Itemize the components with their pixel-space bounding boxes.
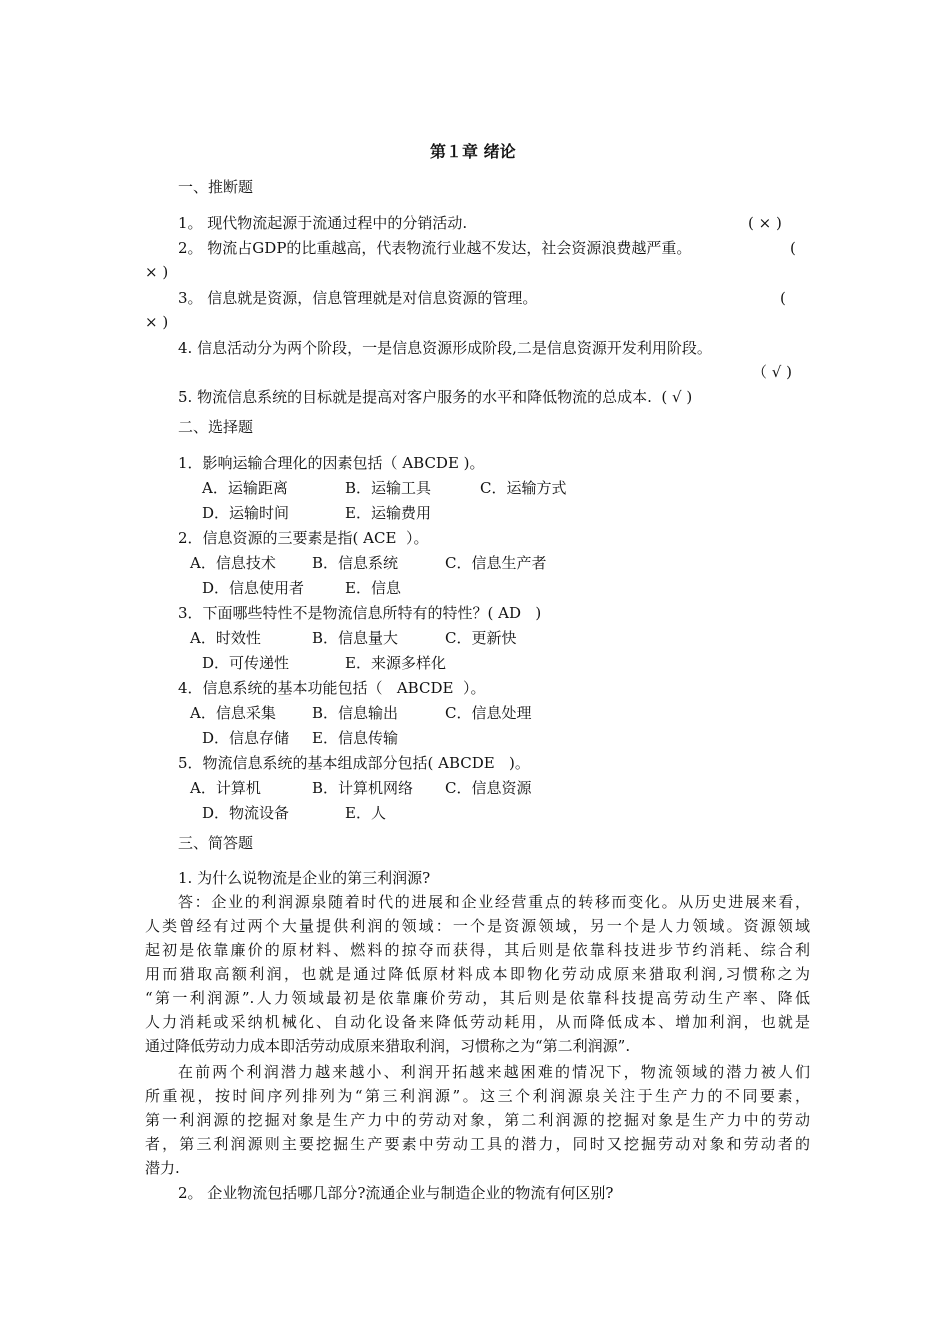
judgement-q4-answer: （ √ ) [752,363,792,381]
choice-q5-stem: 5．物流信息系统的基本组成部分包括( ABCDE )。 [178,754,530,772]
choice-q1-option-b: B．运输工具 [345,479,432,497]
choice-q1-stem: 1．影响运输合理化的因素包括（ ABCDE )。 [178,454,485,472]
answer-paragraph1-line3: 起初是依靠廉价的原材料、燃料的掠夺而获得，其后则是依靠科技进步节约消耗、综合利 [145,941,810,959]
choice-q4-option-e: E．信息传输 [312,729,398,747]
answer-paragraph2-line1: 在前两个利润潜力越来越小、利润开拓越来越困难的情况下，物流领域的潜力被人们 [178,1063,810,1081]
choice-q4-stem: 4．信息系统的基本功能包括（ ABCDE ）。 [178,679,486,697]
choice-q5-option-c: C．信息资源 [445,779,532,797]
choice-q2-option-d: D．信息使用者 [202,579,305,597]
judgement-q3-answer: × ) [145,313,169,331]
choice-q2-option-a: A．信息技术 [190,554,276,572]
choice-q5-option-a: A．计算机 [190,779,261,797]
choice-q3-option-c: C．更新快 [445,629,517,647]
section-heading-short-answer: 三、简答题 [178,834,254,852]
answer-paragraph2-line2: 所重视，按时间序列排列为“第三利润源”。这三个利润源泉关注于生产力的不同要素， [145,1087,810,1105]
answer-paragraph1-line2: 人类曾经有过两个大量提供利润的领域：一个是资源领域，另一个是人力领域。资源领域 [145,917,810,935]
judgement-q5: 5. 物流信息系统的目标就是提高对客户服务的水平和降低物流的总成本. ( √ ) [178,388,693,406]
choice-q2-stem: 2．信息资源的三要素是指( ACE ）。 [178,529,429,547]
choice-q3-option-b: B．信息量大 [312,629,399,647]
answer-paragraph2-line4: 者，第三利润源则主要挖掘生产要素中劳动工具的潜力，同时又挖掘劳动对象和劳动者的 [145,1135,810,1153]
judgement-q3: 3。 信息就是资源，信息管理就是对信息资源的管理。 [178,289,538,307]
section-heading-judgement: 一、推断题 [178,178,254,196]
answer-paragraph1-line6: 人力消耗或采纳机械化、自动化设备来降低劳动耗用，从而降低成本、增加利润，也就是 [145,1013,810,1031]
choice-q4-option-c: C．信息处理 [445,704,532,722]
short-answer-q2: 2。 企业物流包括哪几部分?流通企业与制造企业的物流有何区别? [178,1184,614,1202]
choice-q4-option-a: A．信息采集 [190,704,276,722]
choice-q4-option-b: B．信息输出 [312,704,399,722]
choice-q1-option-c: C．运输方式 [480,479,567,497]
choice-q2-option-c: C．信息生产者 [445,554,547,572]
answer-paragraph1-line5: “第一利润源”.人力领域最初是依靠廉价劳动，其后则是依靠科技提高劳动生产率、降低 [145,989,810,1007]
answer-paragraph1-line4: 用而猎取高额利润，也就是通过降低原材料成本即物化劳动成原来猎取利润,习惯称之为 [145,965,810,983]
choice-q5-option-e: E．人 [345,804,386,822]
choice-q2-option-e: E．信息 [345,579,401,597]
judgement-q2-answer: × ) [145,263,169,281]
choice-q1-option-a: A．运输距离 [202,479,288,497]
judgement-q2-answer-open: ( [790,239,796,257]
answer-paragraph2-line3: 第一利润源的挖掘对象是生产力中的劳动对象，第二利润源的挖掘对象是生产力中的劳动 [145,1111,810,1129]
choice-q1-option-d: D．运输时间 [202,504,290,522]
judgement-q1: 1。 现代物流起源于流通过程中的分销活动. [178,214,468,232]
choice-q2-option-b: B．信息系统 [312,554,399,572]
choice-q5-option-d: D．物流设备 [202,804,290,822]
chapter-title: 第１章 绪论 [430,142,516,161]
answer-paragraph1-line1: 答：企业的利润源泉随着时代的进展和企业经营重点的转移而变化。从历史进展来看， [178,893,810,911]
answer-paragraph2-line5: 潜力. [145,1159,180,1177]
choice-q4-option-d: D．信息存储 [202,729,290,747]
choice-q5-option-b: B．计算机网络 [312,779,414,797]
judgement-q2: 2。 物流占GDP的比重越高，代表物流行业越不发达，社会资源浪费越严重。 [178,239,692,257]
judgement-q3-answer-open: ( [780,289,786,307]
judgement-q4: 4. 信息活动分为两个阶段，一是信息资源形成阶段,二是信息资源开发利用阶段。 [178,339,712,357]
short-answer-q1: 1. 为什么说物流是企业的第三利润源? [178,869,431,887]
choice-q3-option-a: A．时效性 [190,629,261,647]
choice-q3-option-d: D．可传递性 [202,654,290,672]
answer-paragraph1-line7: 通过降低劳动力成本即活劳动成原来猎取利润，习惯称之为“第二利润源”. [145,1037,631,1055]
section-heading-choice: 二、选择题 [178,418,254,436]
judgement-q1-answer: ( × ) [748,214,782,232]
choice-q3-option-e: E．来源多样化 [345,654,446,672]
choice-q3-stem: 3．下面哪些特性不是物流信息所特有的特性？( AD ) [178,604,542,622]
choice-q1-option-e: E．运输费用 [345,504,431,522]
